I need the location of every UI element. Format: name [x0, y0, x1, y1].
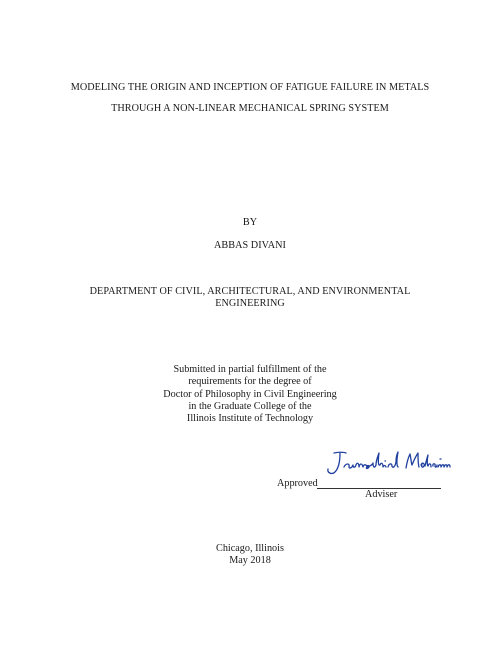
submission-line-5: Illinois Institute of Technology	[186, 413, 314, 425]
signature-image	[322, 448, 452, 478]
submission-line-4: in the Graduate College of the	[188, 400, 312, 412]
submission-line-1: Submitted in partial fulfillment of the	[173, 364, 327, 375]
submission-statement	[0, 364, 500, 425]
adviser-label: Adviser	[365, 489, 398, 500]
approved-label: Approved	[277, 478, 318, 489]
by-label: BY	[242, 217, 258, 228]
department-line-2: ENGINEERING	[215, 298, 285, 309]
submission-line-2: requirements for the degree of	[188, 376, 312, 388]
thesis-title-line-1: MODELING THE ORIGIN AND INCEPTION OF FATIGUE FAILURE IN METALS	[70, 82, 430, 93]
place-and-date	[0, 543, 500, 568]
submission-line-3: Doctor of Philosophy in Civil Engineering	[163, 388, 337, 400]
department-line-1: DEPARTMENT OF CIVIL, ARCHITECTURAL, AND ENVIRONMENTAL	[89, 286, 411, 297]
author-name: ABBAS DIVANI	[213, 240, 286, 251]
location-text: Chicago, Illinois	[216, 543, 284, 554]
adviser-signature	[322, 448, 452, 478]
date-text: May 2018	[229, 555, 271, 567]
thesis-title-line-2: THROUGH A NON-LINEAR MECHANICAL SPRING SYSTEM	[111, 103, 389, 114]
